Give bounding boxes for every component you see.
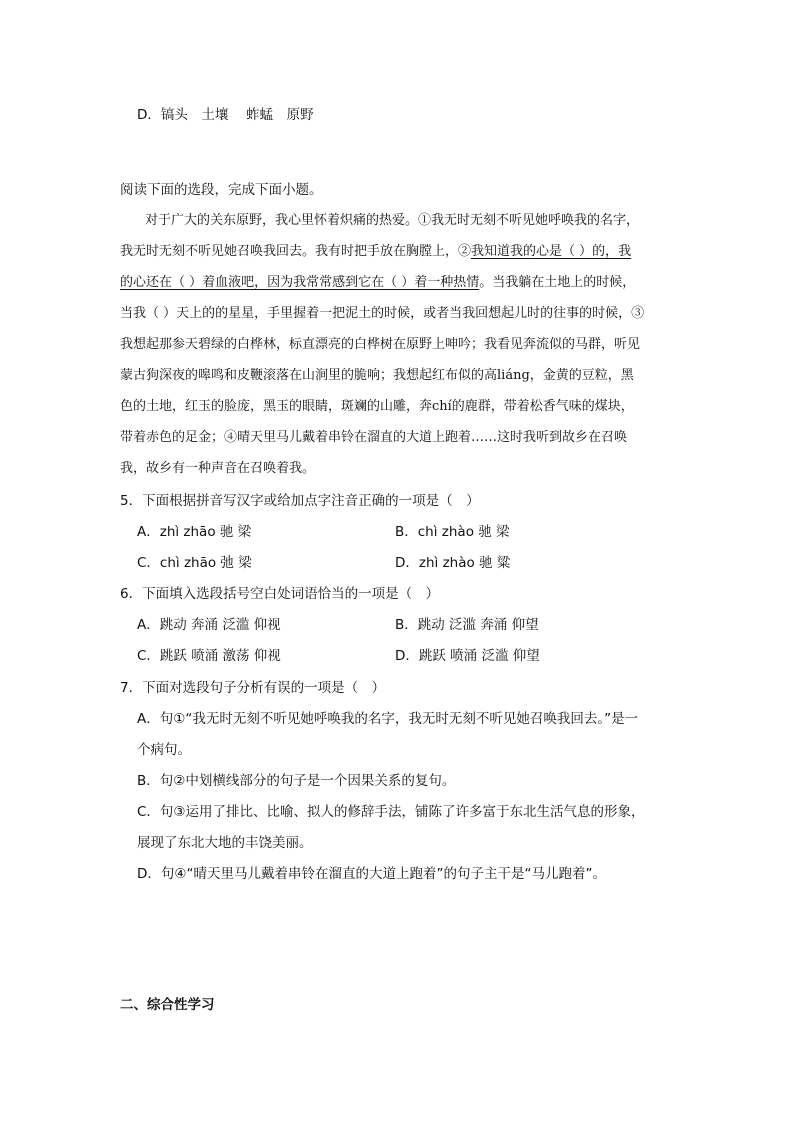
q6-option-b: B．跳动 泛滥 奔涌 仰望	[395, 617, 539, 633]
q6-option-a: A．跳动 奔涌 泛滥 仰视	[137, 617, 281, 633]
q6-stem: 6．下面填入选段括号空白处词语恰当的一项是（ ）	[120, 586, 440, 602]
q7-option-b: B．句②中划横线部分的句子是一个因果关系的复句。	[137, 773, 456, 789]
q6-option-d: D．跳跃 喷涌 泛滥 仰望	[395, 648, 540, 664]
passage-line-5: 我想起那参天碧绿的白桦林，标直漂亮的白桦树在原野上呻吟；我看见奔流似的马群，听见	[120, 337, 641, 352]
q6-option-c: C．跳跃 喷涌 激荡 仰视	[137, 648, 281, 664]
q4-option-d: D．镐头 土壤 蚱蜢 原野	[137, 107, 314, 123]
passage-line-6: 蒙古狗深夜的嗥鸣和皮鞭滚落在山涧里的脆响；我想起红布似的高liáng，金黄的豆粒，黑	[120, 368, 634, 383]
passage-line-3-text: 。当我躺在土地上的时候，	[479, 275, 636, 290]
passage-line-2-text: 我无时无刻不听见她召唤我回去。我有时把手放在胸膛上，②	[120, 244, 472, 259]
passage-line-8: 带着赤色的足金；④晴天里马儿戴着串铃在溜直的大道上跑着……这时我听到故乡在召唤	[120, 430, 628, 445]
q7-option-d: D．句④“晴天里马儿戴着串铃在溜直的大道上跑着”的句子主干是“马儿跑着”。	[137, 866, 606, 882]
q7-option-c-cont: 展现了东北大地的丰饶美丽。	[137, 835, 313, 851]
q5-option-c: C．chì zhāo 弛 梁	[137, 555, 252, 571]
q5-option-a: A．zhì zhāo 驰 梁	[137, 524, 252, 540]
passage-line-3	[120, 271, 635, 290]
passage-line-2	[120, 240, 631, 259]
underlined-sentence-end: 的心还在（ ）着血液吧，因为我常常感到它在（ ）着一种热情	[120, 275, 480, 290]
underlined-sentence-start: 我知道我的心是（ ）的，我	[471, 244, 632, 259]
passage-line-9: 我，故乡有一种声音在召唤着我。	[120, 461, 316, 476]
q5-option-b: B．chì zhào 驰 梁	[395, 524, 510, 540]
q7-option-a-cont: 个病句。	[137, 742, 191, 758]
passage-line-7: 色的土地，红玉的脸庞，黑玉的眼睛，斑斓的山雕，奔chí的鹿群，带着松香气味的煤块，	[120, 399, 634, 414]
section-heading: 二、综合性学习	[120, 997, 215, 1013]
reading-instruction: 阅读下面的选段，完成下面小题。	[120, 182, 323, 198]
passage-line-1: 对于广大的关东原野，我心里怀着炽痛的热爱。①我无时无刻不听见她呼唤我的名字，	[145, 213, 640, 228]
q7-option-a: A．句①“我无时无刻不听见她呼唤我的名字，我无时无刻不听见她召唤我回去。”是一	[137, 711, 639, 727]
q7-option-c: C．句③运用了排比、比喻、拟人的修辞手法，铺陈了许多富于东北生活气息的形象，	[137, 804, 645, 820]
q5-option-d: D．zhì zhào 驰 粱	[395, 555, 511, 571]
q5-stem: 5．下面根据拼音写汉字或给加点字注音正确的一项是（ ）	[120, 493, 480, 509]
q7-stem: 7．下面对选段句子分析有误的一项是（ ）	[120, 680, 386, 696]
passage-line-4: 当我（ ）天上的的星星，手里握着一把泥土的时候，或者当我回想起儿时的往事的时候，③	[120, 306, 645, 321]
